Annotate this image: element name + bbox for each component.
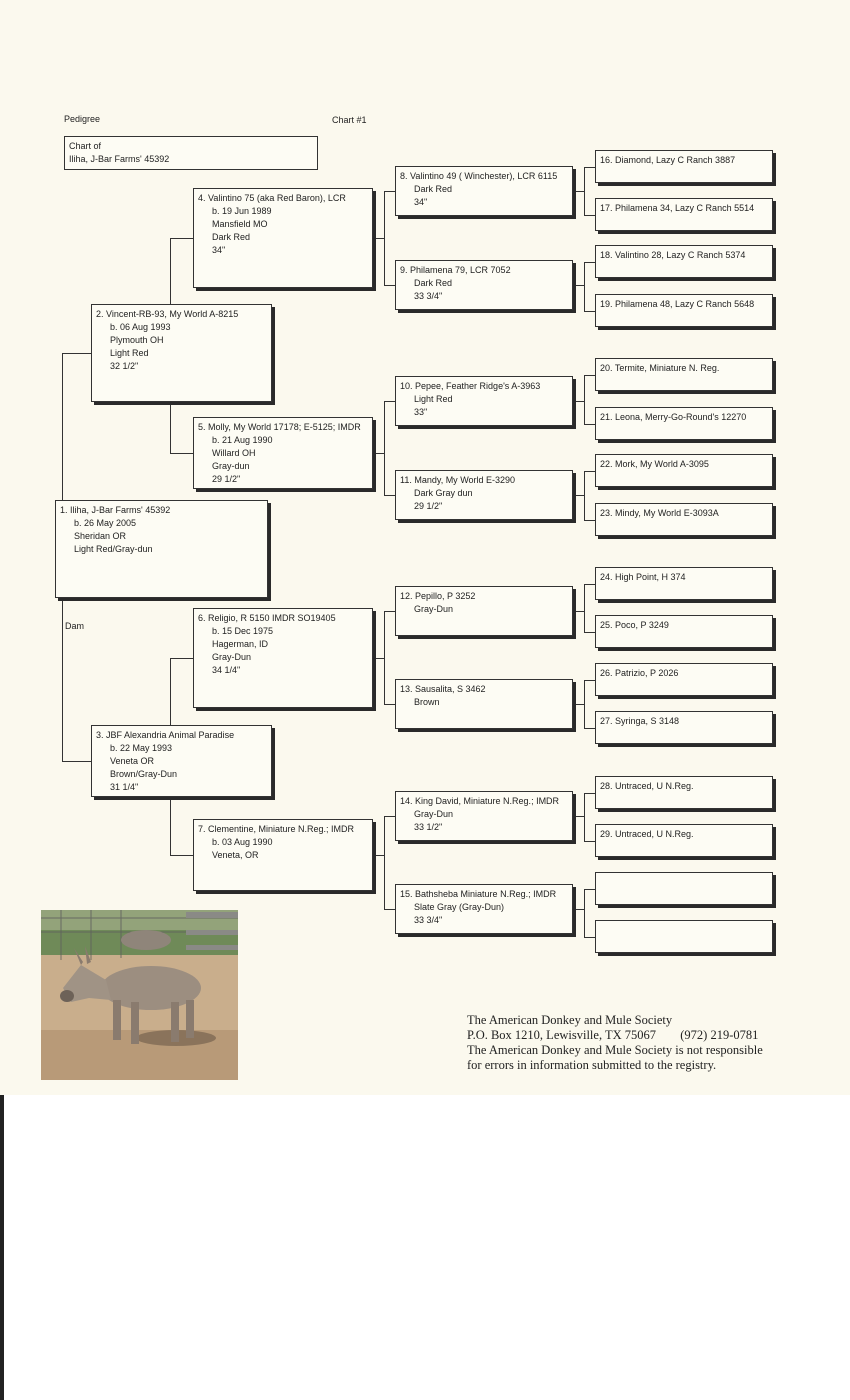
connector-line [573,816,584,817]
connector-line [384,704,395,705]
connector-line [584,167,585,215]
animal-name: 29. Untraced, U N.Reg. [600,829,694,839]
animal-name: 4. Valintino 75 (aka Red Baron), LCR [198,193,346,203]
animal-name: 10. Pepee, Feather Ridge's A-3963 [400,381,541,391]
animal-name: 23. Mindy, My World E-3093A [600,508,719,518]
pedigree-box-22 [595,454,773,487]
animal-detail: Sheridan OR [74,531,127,541]
animal-detail: Dark Red [212,232,251,242]
pedigree-box-13 [395,679,573,729]
connector-line [584,889,595,890]
animal-detail: 34 1/4" [212,665,241,675]
donkey-photo [41,910,238,1080]
pedigree-box-19 [595,294,773,327]
animal-name: 14. King David, Miniature N.Reg.; IMDR [400,796,560,806]
animal-name: 3. JBF Alexandria Animal Paradise [96,730,235,740]
animal-detail: Dark Red [414,184,453,194]
animal-detail: b. 15 Dec 1975 [212,626,274,636]
animal-detail: Plymouth OH [110,335,164,345]
connector-line [573,704,584,705]
disclaimer-line-2: for errors in information submitted to the registry. [467,1058,717,1072]
animal-name: 13. Sausalita, S 3462 [400,684,486,694]
animal-name: 1. Iliha, J-Bar Farms' 45392 [60,505,171,515]
pedigree-box-28 [595,776,773,809]
connector-line [373,238,384,239]
pedigree-box-14 [395,791,573,841]
connector-line [373,453,384,454]
chart-of-label: Chart of [69,141,102,151]
connector-line [584,471,595,472]
animal-detail: Dark Gray dun [414,488,473,498]
animal-name: 27. Syringa, S 3148 [600,716,680,726]
animal-name: 12. Pepillo, P 3252 [400,591,476,601]
connector-line [584,889,585,937]
pedigree-box-4 [193,188,373,288]
connector-line [384,191,395,192]
connector-line [584,375,595,376]
animal-detail: Veneta, OR [212,850,259,860]
connector-line [170,238,193,239]
chart-of-box [64,136,318,170]
connector-line [62,353,91,354]
connector-line [170,453,193,454]
pedigree-box-23 [595,503,773,536]
animal-detail: Gray-Dun [414,809,454,819]
pedigree-box-26 [595,663,773,696]
animal-detail: Light Red [414,394,453,404]
pedigree-box-21 [595,407,773,440]
animal-detail: Gray-Dun [414,604,454,614]
animal-detail: 31 1/4" [110,782,139,792]
animal-detail: 29 1/2" [414,501,443,511]
animal-detail: Slate Gray (Gray-Dun) [414,902,505,912]
connector-line [384,401,395,402]
disclaimer-line-1: The American Donkey and Mule Society is not responsible [467,1043,763,1057]
animal-detail: Dark Red [414,278,453,288]
animal-name: 24. High Point, H 374 [600,572,686,582]
pedigree-box-1 [55,500,268,598]
connector-line [584,680,585,728]
connector-line [584,793,585,841]
animal-detail: Brown [414,697,440,707]
donkey-photo-image [41,910,238,1080]
animal-detail: 29 1/2" [212,474,241,484]
pedigree-box-3 [91,725,272,797]
pedigree-box-12 [395,586,573,636]
connector-line [573,909,584,910]
animal-detail: b. 03 Aug 1990 [212,837,273,847]
animal-detail: Gray-Dun [212,652,252,662]
pedigree-box-8 [395,166,573,216]
animal-detail: b. 26 May 2005 [74,518,137,528]
connector-line [384,909,395,910]
animal-name: 7. Clementine, Miniature N.Reg.; IMDR [198,824,355,834]
chart-number: Chart #1 [332,115,367,125]
animal-name: 6. Religio, R 5150 IMDR SO19405 [198,613,336,623]
animal-name: 8. Valintino 49 ( Winchester), LCR 6115 [400,171,558,181]
animal-name: 9. Philamena 79, LCR 7052 [400,265,511,275]
connector-line [584,680,595,681]
pedigree-box-25 [595,615,773,648]
society-address-line [467,1028,763,1043]
animal-detail: 34" [414,197,428,207]
connector-line [373,658,384,659]
connector-line [573,191,584,192]
connector-line [584,215,595,216]
animal-detail: Veneta OR [110,756,155,766]
pedigree-box-9 [395,260,573,310]
connector-line [584,424,595,425]
animal-detail: Gray-dun [212,461,250,471]
animal-name: 5. Molly, My World 17178; E-5125; IMDR [198,422,361,432]
society-name: The American Donkey and Mule Society [467,1013,673,1027]
animal-detail: Light Red/Gray-dun [74,544,153,554]
pedigree-box-7 [193,819,373,891]
connector-line [584,262,595,263]
animal-detail: b. 22 May 1993 [110,743,173,753]
blank-lower-area [0,1095,850,1400]
connector-line [384,611,385,704]
animal-name: 21. Leona, Merry-Go-Round's 12270 [600,412,747,422]
chart-of-name: Iliha, J-Bar Farms' 45392 [69,154,170,164]
animal-name: 25. Poco, P 3249 [600,620,669,630]
pedigree-box-20 [595,358,773,391]
connector-line [573,611,584,612]
connector-line [584,311,595,312]
pedigree-box-17 [595,198,773,231]
animal-detail: Light Red [110,348,149,358]
connector-line [384,495,395,496]
animal-detail: b. 21 Aug 1990 [212,435,273,445]
connector-line [584,584,585,632]
animal-detail: b. 19 Jun 1989 [212,206,272,216]
connector-line [584,841,595,842]
animal-name: 22. Mork, My World A-3095 [600,459,709,469]
connector-line [384,191,385,285]
pedigree-box-29 [595,824,773,857]
pedigree-box-5 [193,417,373,489]
connector-line [584,632,595,633]
connector-line [584,375,585,424]
society-phone: (972) 219-0781 [680,1028,759,1042]
connector-line [584,937,595,938]
pedigree-box-11 [395,470,573,520]
animal-detail: b. 06 Aug 1993 [110,322,171,332]
connector-line [573,495,584,496]
pedigree-box-16 [595,150,773,183]
society-address: P.O. Box 1210, Lewisville, TX 75067 [467,1028,657,1042]
animal-detail: 33 3/4" [414,915,443,925]
connector-line [170,658,193,659]
pedigree-box-10 [395,376,573,426]
animal-name: 28. Untraced, U N.Reg. [600,781,694,791]
animal-name: 15. Bathsheba Miniature N.Reg.; IMDR [400,889,557,899]
animal-name: 17. Philamena 34, Lazy C Ranch 5514 [600,203,755,213]
pedigree-box-2 [91,304,272,402]
animal-detail: 33 3/4" [414,291,443,301]
connector-line [384,611,395,612]
connector-line [384,285,395,286]
connector-line [584,167,595,168]
animal-name: 18. Valintino 28, Lazy C Ranch 5374 [600,250,746,260]
connector-line [62,761,91,762]
animal-detail: 33" [414,407,428,417]
animal-name: 16. Diamond, Lazy C Ranch 3887 [600,155,736,165]
pedigree-box-24 [595,567,773,600]
animal-detail: Mansfield MO [212,219,268,229]
connector-line [573,401,584,402]
connector-line [170,855,193,856]
animal-detail: Brown/Gray-Dun [110,769,178,779]
animal-name: 20. Termite, Miniature N. Reg. [600,363,720,373]
connector-line [584,584,595,585]
pedigree-box-31 [595,920,773,953]
pedigree-label: Pedigree [64,114,101,124]
animal-detail: 32 1/2" [110,361,139,371]
pedigree-box-15 [395,884,573,934]
connector-line [584,262,585,311]
pedigree-box-6 [193,608,373,708]
animal-detail: 33 1/2" [414,822,443,832]
animal-name: 2. Vincent-RB-93, My World A-8215 [96,309,239,319]
dam-label: Dam [65,621,85,631]
pedigree-box-30 [595,872,773,905]
connector-line [373,855,384,856]
pedigree-box-27 [595,711,773,744]
connector-line [573,285,584,286]
connector-line [584,471,585,520]
connector-line [584,520,595,521]
connector-line [584,728,595,729]
connector-line [384,401,385,495]
connector-line [584,793,595,794]
society-footer [467,1013,763,1073]
animal-name: 26. Patrizio, P 2026 [600,668,679,678]
animal-detail: Willard OH [212,448,256,458]
connector-line [384,816,385,909]
animal-detail: Hagerman, ID [212,639,269,649]
connector-line [384,816,395,817]
animal-name: 19. Philamena 48, Lazy C Ranch 5648 [600,299,755,309]
animal-detail: 34" [212,245,226,255]
animal-name: 11. Mandy, My World E-3290 [400,475,516,485]
pedigree-box-18 [595,245,773,278]
